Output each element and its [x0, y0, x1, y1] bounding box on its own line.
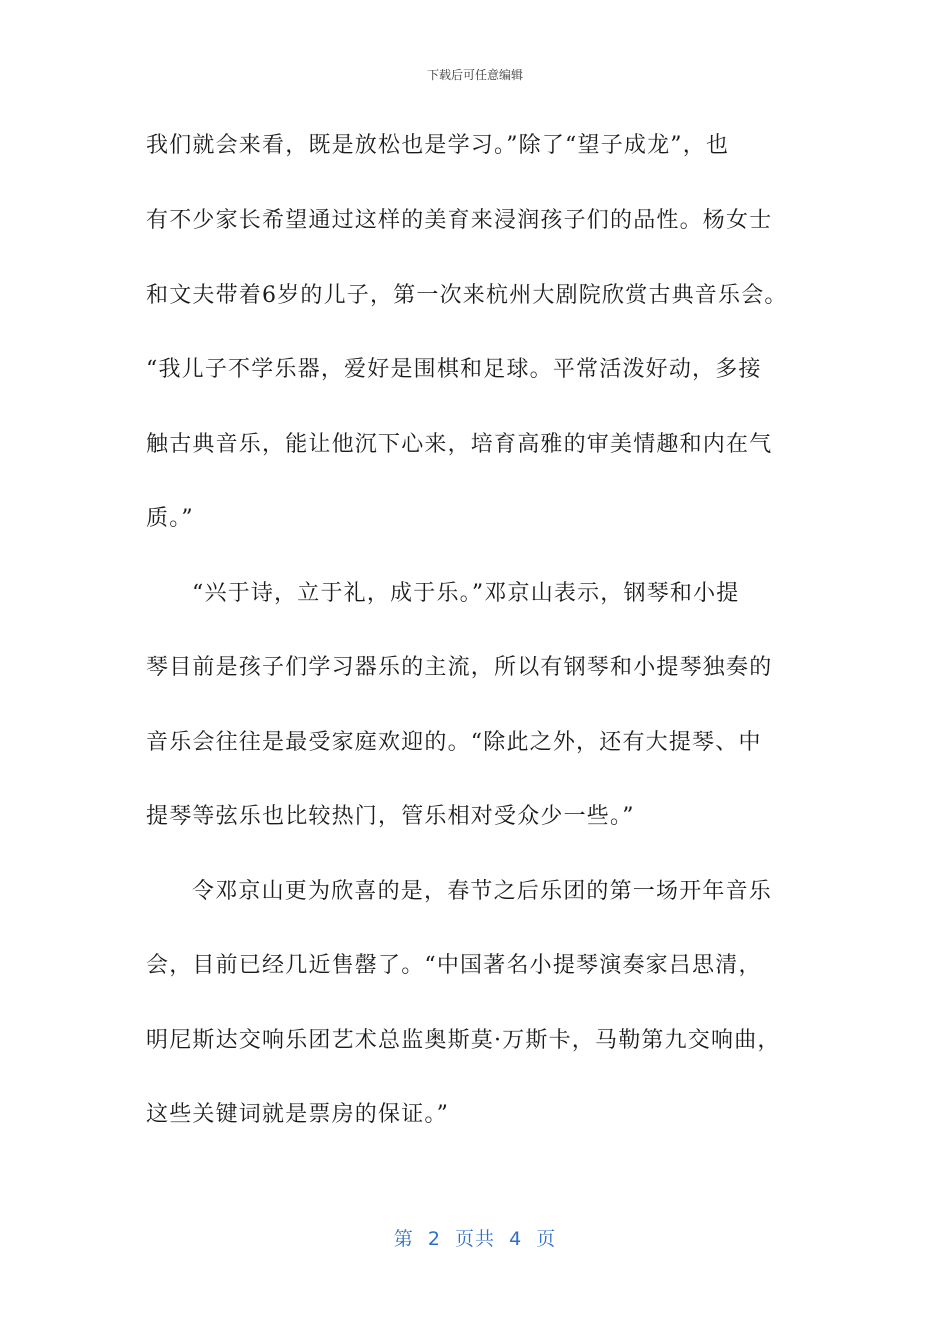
body-line-13: 明尼斯达交响乐团艺术总监奥斯莫·万斯卡，马勒第九交响曲， — [146, 1028, 781, 1053]
body-line-8: 琴目前是孩子们学习器乐的主流，所以有钢琴和小提琴独奏的 — [146, 655, 773, 680]
body-line-9: 音乐会往往是最受家庭欢迎的。“除此之外，还有大提琴、中 — [146, 730, 762, 755]
page-number-footer: 第 2 页共 4 页 — [393, 1228, 557, 1250]
body-line-7: “兴于诗，立于礼，成于乐。”邓京山表示，钢琴和小提 — [192, 581, 740, 606]
body-line-4: “我儿子不学乐器，爱好是围棋和足球。平常活泼好动，多接 — [146, 357, 762, 382]
body-line-2: 有不少家长希望通过这样的美育来浸润孩子们的品性。杨女士 — [146, 208, 773, 233]
body-line-14: 这些关键词就是票房的保证。” — [146, 1102, 450, 1127]
body-line-11: 令邓京山更为欣喜的是，春节之后乐团的第一场开年音乐 — [192, 879, 773, 904]
body-line-12: 会，目前已经几近售罄了。“中国著名小提琴演奏家吕思清， — [146, 953, 762, 978]
body-line-1: 我们就会来看，既是放松也是学习。”除了“望子成龙”，也 — [146, 133, 730, 158]
body-line-10: 提琴等弦乐也比较热门，管乐相对受众少一些。” — [146, 804, 635, 829]
page-header: 下载后可任意编辑 — [426, 68, 523, 82]
body-line-5: 触古典音乐，能让他沉下心来，培育高雅的审美情趣和内在气 — [146, 432, 773, 457]
body-line-6: 质。” — [146, 506, 194, 531]
body-line-3: 和文夫带着6岁的儿子，第一次来杭州大剧院欣赏古典音乐会。 — [146, 283, 788, 308]
